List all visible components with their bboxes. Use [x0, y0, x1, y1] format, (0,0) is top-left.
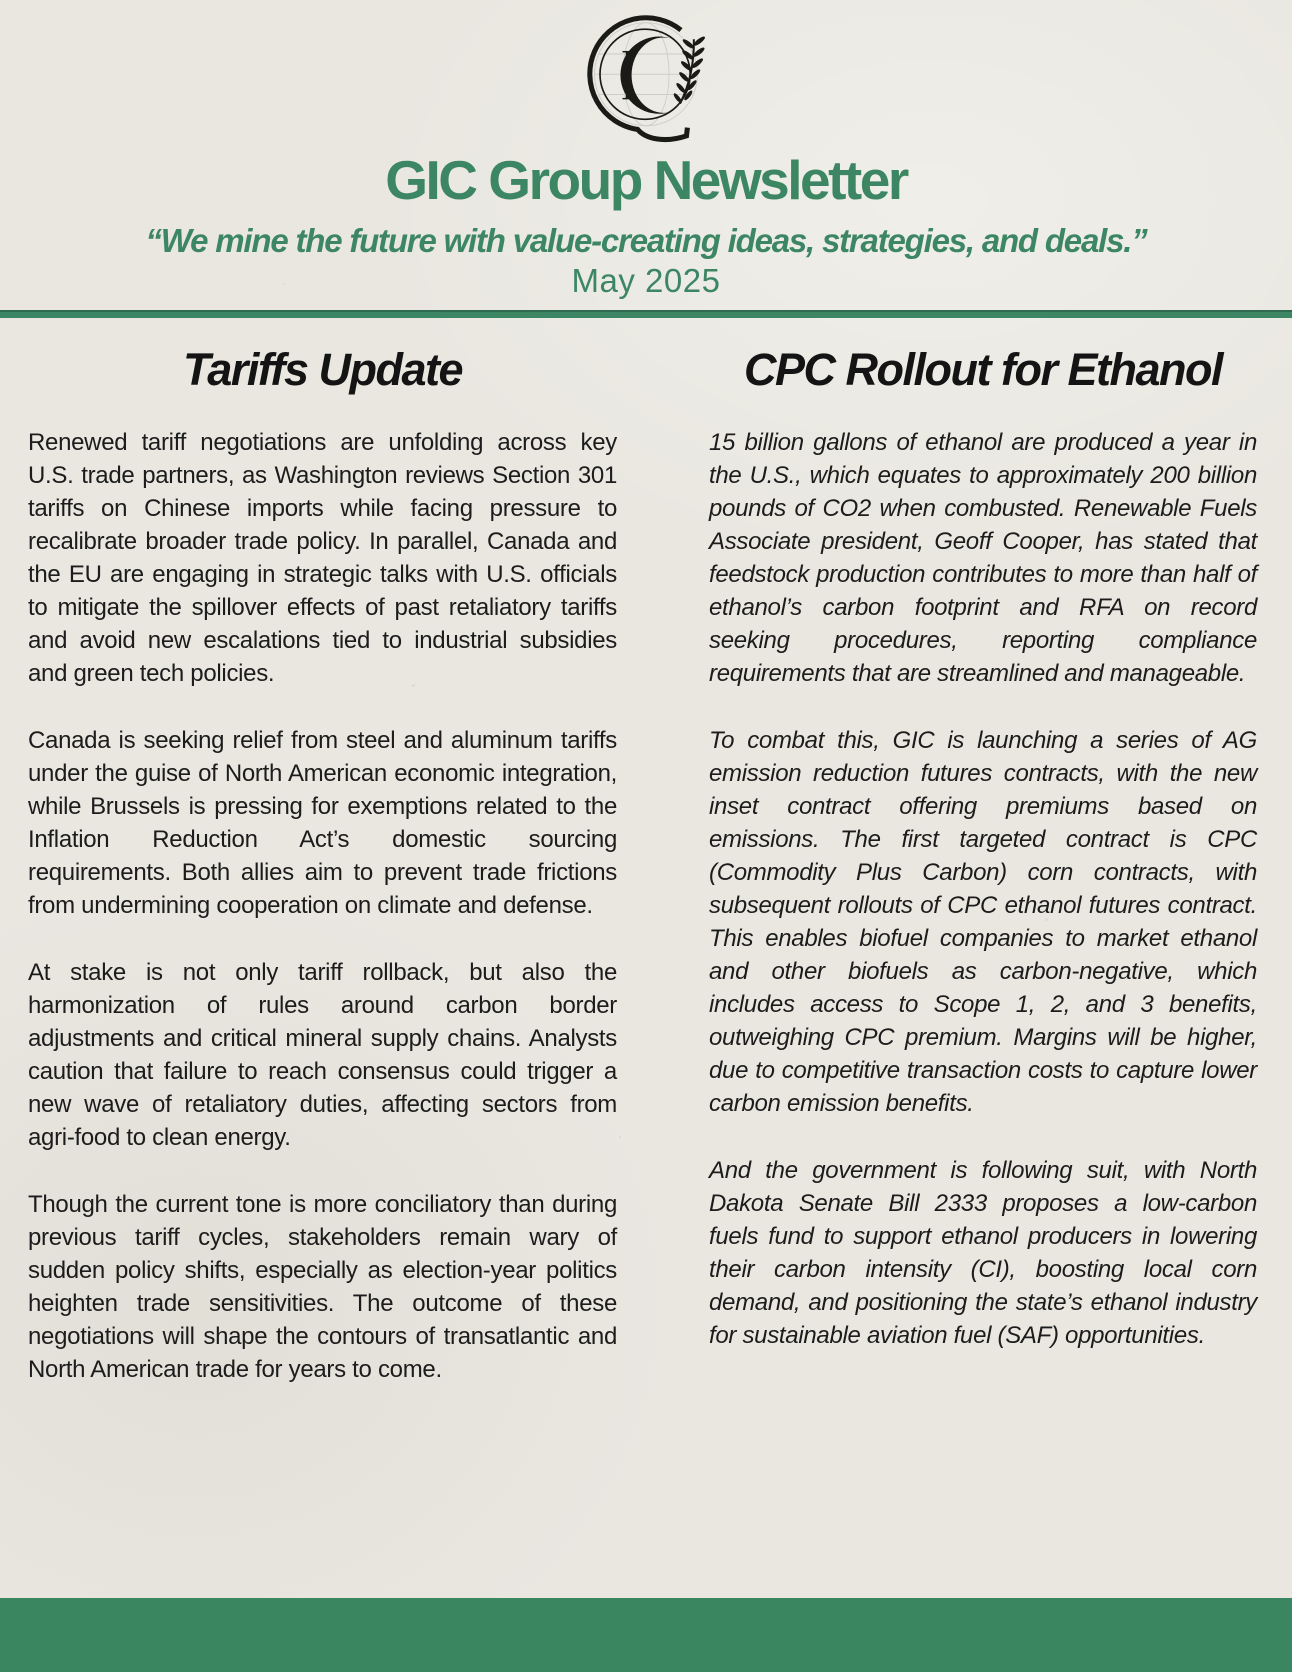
- newsletter-tagline: “We mine the future with value-creating ideas, strategies, and deals.”: [145, 222, 1147, 259]
- article-paragraph: Renewed tariff negotiations are unfolding across key U.S. trade partners, as Washington reviews Section 301 tariffs on Chinese imports while facing pressure to recalibrate broader trade policy. In parallel, Canada and the EU are engaging in strategic talks with U.S. officials to mitigate the spillover effects of past retaliatory tariffs and avoid new escalations tied to industrial subsidies and green tech policies.: [28, 429, 617, 687]
- article-paragraph: Though the current tone is more conciliatory than during previous tariff cycles, stakeholders remain wary of sudden policy shifts, especially as election-year politics heighten trade sensitivities. The outcome of these negotiations will shape the contours of transatlantic and North American trade for years to come.: [28, 1191, 617, 1383]
- article-heading-tariffs: Tariffs Update: [182, 344, 463, 395]
- article-body-cpc: [709, 426, 1257, 1352]
- article-body-tariffs: [28, 426, 617, 1386]
- article-paragraph: At stake is not only tariff rollback, but also the harmonization of rules around carbon border adjustments and critical mineral supply chains. Analysts caution that failure to reach consensus could trigger a new wave of retaliatory duties, affecting sectors from agri-food to clean energy.: [28, 959, 617, 1151]
- article-tariffs-update: [28, 344, 617, 1420]
- article-paragraph: Canada is seeking relief from steel and aluminum tariffs under the guise of North American economic integration, while Brussels is pressing for exemptions related to the Inflation Reduction Act’s domestic sourcing requirements. Both allies aim to prevent trade frictions from undermining cooperation on climate and defense.: [28, 727, 617, 919]
- wheat-sprig-icon: [672, 35, 706, 104]
- article-paragraph: To combat this, GIC is launching a series of AG emission reduction futures contracts, with the new inset contract offering premiums based on emissions. The first targeted contract is CPC (Commodity Plus Carbon) corn contracts, with subsequent rollouts of CPC ethanol futures contract. This enables biofuel companies to market ethanol and other biofuels as carbon-negative, which includes access to Scope 1, 2, and 3 benefits, outweighing CPC premium. Margins will be higher, due to competitive transaction costs to capture lower carbon emission benefits.: [709, 727, 1257, 1117]
- articles-section: [0, 318, 1292, 1420]
- article-cpc-rollout: [709, 344, 1257, 1386]
- outer-g-ring: [590, 18, 688, 140]
- newsletter-title: GIC Group Newsletter: [385, 149, 907, 211]
- masthead: [0, 0, 1292, 300]
- article-heading-cpc: CPC Rollout for Ethanol: [744, 344, 1222, 395]
- letter-c: [620, 37, 670, 114]
- footer-bar: [0, 1598, 1292, 1672]
- divider-rule: [0, 310, 1292, 318]
- newsletter-date: May 2025: [571, 262, 721, 299]
- gic-logo-icon: [572, 8, 720, 146]
- article-paragraph: 15 billion gallons of ethanol are produced a year in the U.S., which equates to approximately 200 billion pounds of CO2 when combusted. Renewable Fuels Associate president, Geoff Cooper, has stated that feedstock production contributes to more than half of ethanol’s carbon footprint and RFA on record seeking procedures, reporting compliance requirements that are streamlined and manageable.: [709, 429, 1257, 687]
- article-paragraph: And the government is following suit, with North Dakota Senate Bill 2333 proposes a low-carbon fuels fund to support ethanol producers in lowering their carbon intensity (CI), boosting local corn demand, and positioning the state’s ethanol industry for sustainable aviation fuel (SAF) opportunities.: [709, 1157, 1257, 1349]
